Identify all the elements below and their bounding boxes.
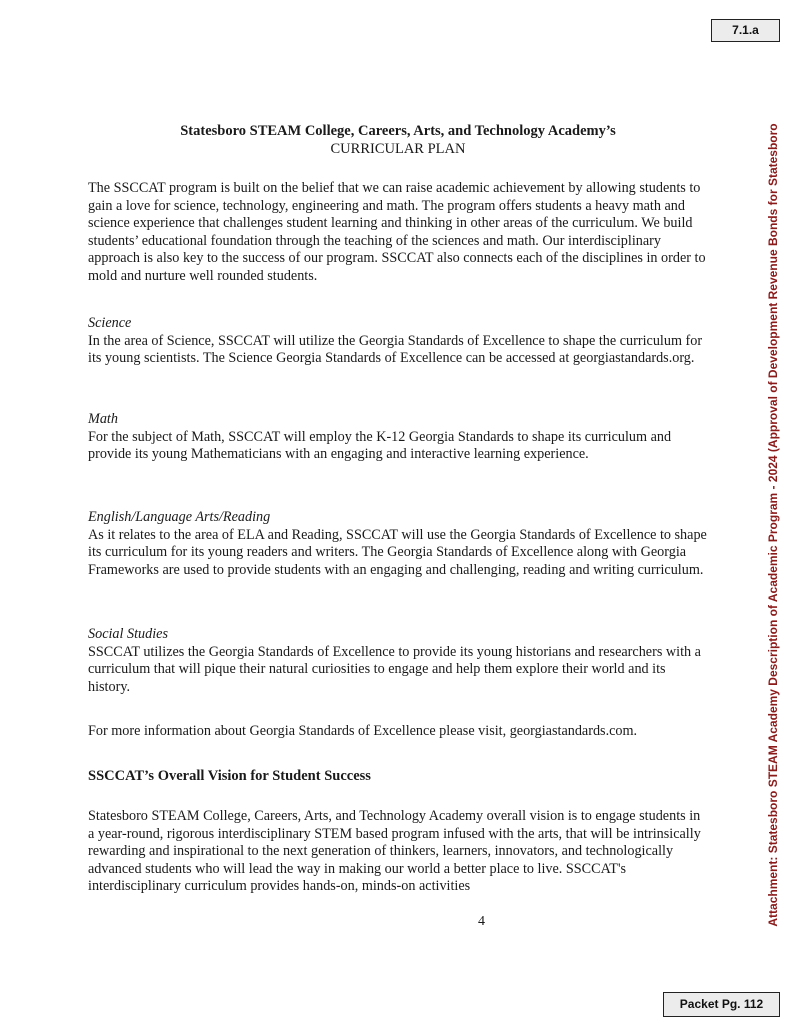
- section-social-studies: [88, 626, 708, 696]
- section-math: [88, 411, 708, 464]
- packet-page-tag: Packet Pg. 112: [663, 992, 780, 1017]
- vision-paragraph: Statesboro STEAM College, Careers, Arts, and Technology Academy overall vision is to engage students in a year-round, rigorous interdisciplinary STEM based program infused with the arts, that will be intrinsically rewarding and inspirational to the next generation of thinkers, learners, innovators, and technologically advanced students who will lead the way in making our world a better place to live. SSCCAT's interdisciplinary curriculum provides hands-on, minds-on activities: [88, 808, 701, 895]
- page-number: 4: [478, 914, 485, 929]
- title-line-1: Statesboro STEAM College, Careers, Arts, and Technology Academy’s: [180, 123, 616, 139]
- section-heading: Math: [88, 411, 118, 427]
- intro-paragraph: The SSCCAT program is built on the belief that we can raise academic achievement by allowing students to gain a love for science, technology, engineering and math. The program offers students a heavy math and science experience that challenges student learning and thinking in other areas of the curriculum. We build students’ educational foundation through the teaching of the sciences and math. Our interdisciplinary approach is also key to the success of our program. SSCCAT also connects each of the disciplines in order to mold and nurture well rounded students.: [88, 180, 706, 284]
- title-line-2: CURRICULAR PLAN: [330, 141, 466, 157]
- section-ela: [88, 509, 708, 579]
- section-body: As it relates to the area of ELA and Reading, SSCCAT will use the Georgia Standards of Excellence to shape its curriculum for its young readers and writers. The Georgia Standards of Excellence along with Georgia Frameworks are used to provide students with an engaging and challenging, reading and writing curriculum.: [88, 526, 707, 578]
- section-heading: English/Language Arts/Reading: [88, 509, 271, 525]
- section-body: For the subject of Math, SSCCAT will employ the K-12 Georgia Standards to shape its curriculum and provide its young Mathematicians with an engaging and interactive learning experience.: [88, 428, 672, 463]
- attachment-side-label: Attachment: Statesboro STEAM Academy Description of Academic Program - 2024 (Approval of Development Revenue Bonds for Statesboro: [766, 123, 780, 927]
- section-science: [88, 315, 708, 368]
- vision-heading: SSCCAT’s Overall Vision for Student Success: [88, 768, 371, 784]
- section-body: In the area of Science, SSCCAT will utilize the Georgia Standards of Excellence to shape the curriculum for its young scientists. The Science Georgia Standards of Excellence can be accessed at georgiastandards.org.: [88, 332, 703, 367]
- more-info-line: For more information about Georgia Standards of Excellence please visit, georgiastandards.com.: [88, 723, 638, 739]
- item-number-tag: 7.1.a: [711, 19, 780, 42]
- page-title: [88, 122, 708, 158]
- section-heading: Science: [88, 315, 132, 331]
- section-body: SSCCAT utilizes the Georgia Standards of Excellence to provide its young historians and researchers with a curriculum that will pique their natural curiosities to engage and help them explore their world and its history.: [88, 643, 701, 695]
- section-heading: Social Studies: [88, 626, 168, 642]
